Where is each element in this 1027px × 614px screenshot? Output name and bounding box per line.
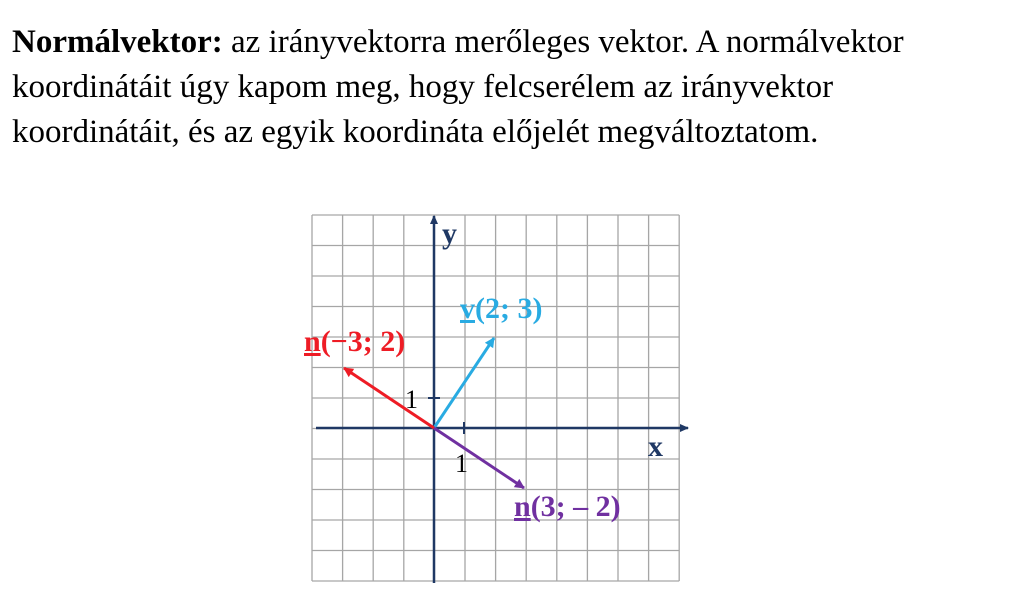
definition-line-3: koordinátáit, és az egyik koordináta előjelét megváltoztatom. xyxy=(12,114,819,150)
vector-n2-label xyxy=(514,490,621,523)
definition-term: Normálvektor: xyxy=(12,24,223,60)
vector-n2-letter: n xyxy=(514,490,531,523)
vector-v-label xyxy=(460,292,542,325)
definition-line-2: koordinátáit úgy kapom meg, hogy felcserélem az irányvektor xyxy=(12,69,834,105)
vector-v-coords: (2; 3) xyxy=(475,292,543,325)
x-axis-label: x xyxy=(648,430,663,463)
y-axis-label: y xyxy=(442,217,457,250)
vector-v-arrow xyxy=(434,338,494,428)
x-unit-label: 1 xyxy=(455,449,468,478)
definition-text-1: az irányvektorra merőleges vektor. A normálvektor xyxy=(222,24,904,60)
vector-n1-coords: (−3; 2) xyxy=(320,325,406,358)
vector-v-letter: v xyxy=(460,292,475,325)
y-unit-label: 1 xyxy=(405,385,418,414)
grid xyxy=(312,215,679,581)
vector-n-negative-y-arrow xyxy=(434,428,524,488)
vector-n2-coords: (3; – 2) xyxy=(530,490,621,523)
vector-n1-label xyxy=(304,325,405,358)
vector-n1-letter: n xyxy=(304,325,321,358)
